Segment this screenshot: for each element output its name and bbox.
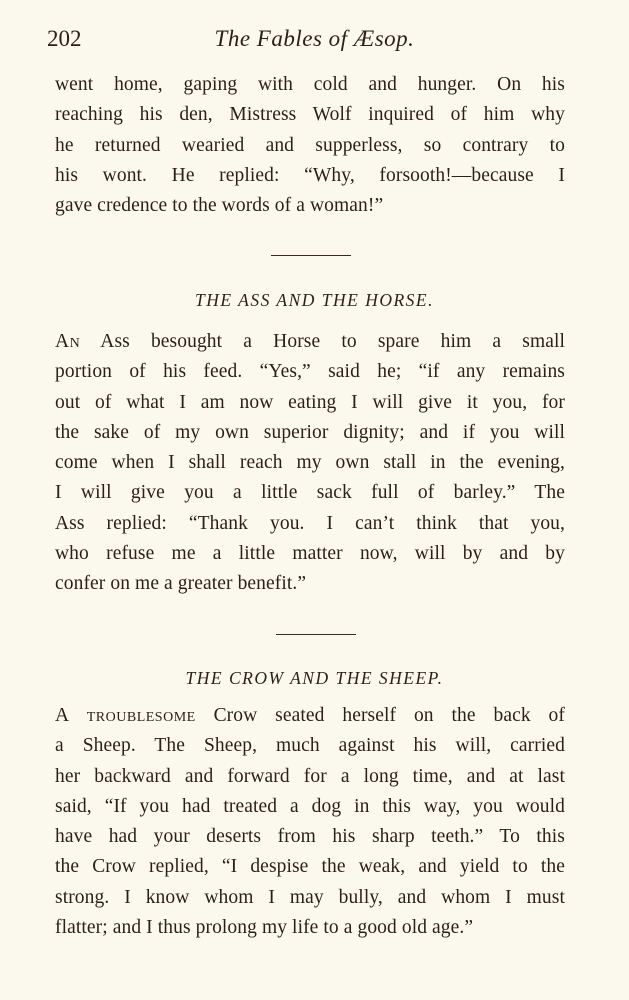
text-line: come when I shall reach my own stall in the evening,	[55, 452, 565, 474]
running-title: The Fables of Æsop.	[214, 26, 415, 51]
continuation-paragraph	[55, 70, 565, 221]
text-line: Ass replied: “Thank you. I can’t think that you,	[55, 512, 565, 534]
section-divider	[271, 255, 351, 256]
fable-title: THE ASS AND THE HORSE.	[195, 290, 434, 310]
text-line: his wont. He replied: “Why, forsooth!—because I	[55, 164, 565, 186]
text-line: portion of his feed. “Yes,” said he; “if any remains	[55, 361, 565, 383]
fable-body	[55, 327, 565, 600]
text-line: out of what I am now eating I will give it you, for	[55, 391, 565, 413]
opening-word: An	[55, 331, 81, 352]
text-line: a Sheep. The Sheep, much against his will, carried	[55, 735, 565, 757]
first-line-text: Ass besought a Horse to spare him a small	[100, 331, 566, 352]
fable-title: THE CROW AND THE SHEEP.	[185, 668, 444, 688]
text-line: reaching his den, Mistress Wolf inquired of him why	[55, 104, 565, 126]
section-divider	[276, 634, 356, 635]
text-line: confer on me a greater benefit.”	[55, 573, 307, 595]
page-number: 202	[47, 26, 82, 51]
fable-body	[55, 701, 565, 943]
text-line: said, “If you had treated a dog in this way, you would	[55, 795, 565, 817]
first-line-text: Crow seated herself on the back of	[213, 705, 565, 726]
text-line: gave credence to the words of a woman!”	[55, 195, 384, 217]
text-line: her backward and forward for a long time, and at last	[55, 765, 565, 787]
text-line	[55, 327, 565, 357]
text-line: went home, gaping with cold and hunger. On his	[55, 74, 565, 95]
text-line: have had your deserts from his sharp teeth.” To this	[55, 826, 565, 848]
text-line: I will give you a little sack full of barley.” The	[55, 482, 565, 504]
text-line	[55, 701, 565, 731]
text-line: the sake of my own superior dignity; and if you will	[55, 421, 565, 443]
text-line: he returned wearied and supperless, so contrary to	[55, 134, 565, 156]
text-line: the Crow replied, “I despise the weak, and yield to the	[55, 856, 565, 878]
opening-word: A troublesome	[55, 705, 196, 726]
page-header	[0, 26, 629, 56]
text-line: strong. I know whom I may bully, and whom I must	[55, 886, 565, 908]
text-line: who refuse me a little matter now, will by and by	[55, 543, 565, 565]
text-line: flatter; and I thus prolong my life to a good old age.”	[55, 917, 474, 939]
